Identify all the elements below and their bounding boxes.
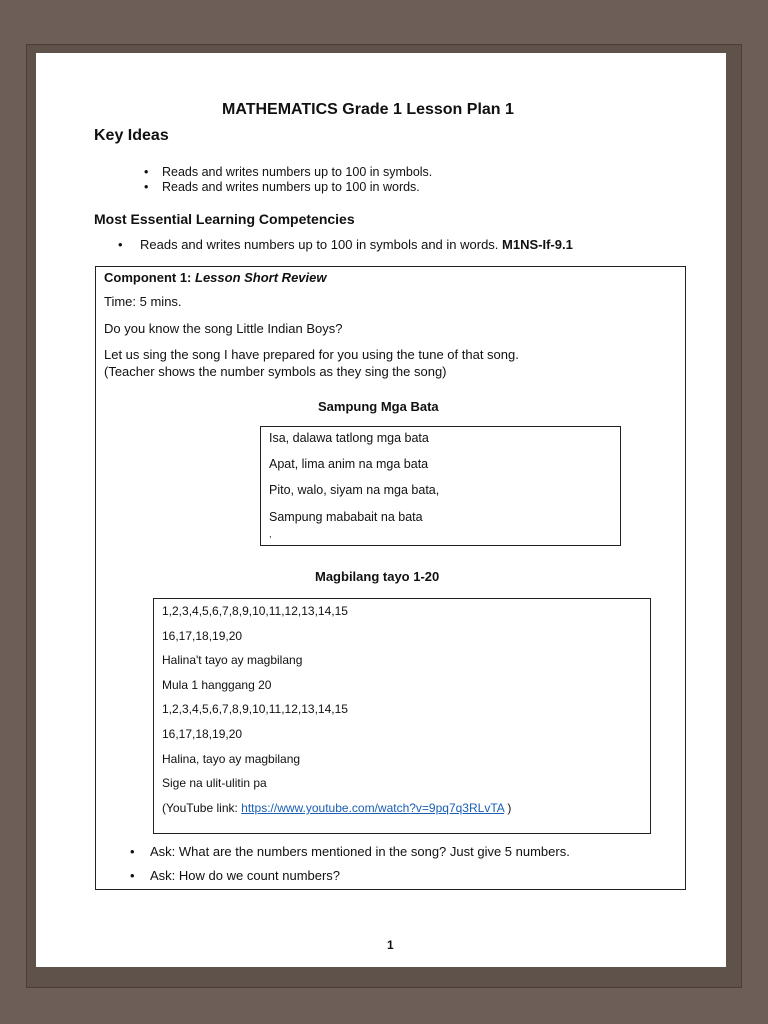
component-instruction: Let us sing the song I have prepared for you using the tune of that song. xyxy=(104,347,519,362)
page-title: MATHEMATICS Grade 1 Lesson Plan 1 xyxy=(222,101,514,118)
component-question: Do you know the song Little Indian Boys? xyxy=(104,321,343,336)
song1-lyrics-box xyxy=(260,426,621,546)
song1-line: Apat, lima anim na mga bata xyxy=(269,457,429,471)
document-page xyxy=(36,53,726,967)
youtube-link[interactable]: https://www.youtube.com/watch?v=9pq7q3RLvTA xyxy=(241,801,505,815)
component-label: Component 1: xyxy=(104,270,195,285)
component-box xyxy=(95,266,686,890)
component-title xyxy=(104,270,326,285)
song1-line: Pito, walo, siyam na mga bata, xyxy=(269,483,440,497)
song2-lyrics-box xyxy=(153,598,651,834)
song2-line: 1,2,3,4,5,6,7,8,9,10,11,12,13,14,15 xyxy=(162,604,348,618)
key-idea-item: • Reads and writes numbers up to 100 in words. xyxy=(162,180,420,194)
song1-title: Sampung Mga Bata xyxy=(318,399,439,414)
component-name: Lesson Short Review xyxy=(195,270,327,285)
song2-line: 16,17,18,19,20 xyxy=(162,629,243,643)
ask-item: • Ask: What are the numbers mentioned in the song? Just give 5 numbers. xyxy=(150,844,570,859)
component-time: Time: 5 mins. xyxy=(104,294,182,309)
melc-item xyxy=(140,237,573,252)
melc-code: M1NS-If-9.1 xyxy=(502,237,573,252)
song1-line: , xyxy=(269,529,272,539)
component-instruction-note: (Teacher shows the number symbols as they sing the song) xyxy=(104,364,447,379)
song1-line: Sampung mababait na bata xyxy=(269,510,423,524)
key-ideas-heading: Key Ideas xyxy=(94,127,169,144)
song2-line: 1,2,3,4,5,6,7,8,9,10,11,12,13,14,15 xyxy=(162,702,348,716)
song2-line: 16,17,18,19,20 xyxy=(162,727,243,741)
melc-text: Reads and writes numbers up to 100 in symbols and in words. xyxy=(140,237,503,252)
song1-line: Isa, dalawa tatlong mga bata xyxy=(269,431,429,445)
link-suffix: ) xyxy=(504,801,512,815)
song2-title: Magbilang tayo 1-20 xyxy=(315,569,440,584)
link-prefix: (YouTube link: xyxy=(162,801,242,815)
song2-youtube-line xyxy=(162,801,511,815)
song2-line: Sige na ulit-ulitin pa xyxy=(162,776,267,790)
song2-line: Halina, tayo ay magbilang xyxy=(162,752,301,766)
melc-heading: Most Essential Learning Competencies xyxy=(94,211,355,227)
song2-line: Mula 1 hanggang 20 xyxy=(162,678,272,692)
key-idea-item: • Reads and writes numbers up to 100 in symbols. xyxy=(162,165,432,179)
ask-item: • Ask: How do we count numbers? xyxy=(150,868,340,883)
song2-line: Halina't tayo ay magbilang xyxy=(162,653,303,667)
page-number: 1 xyxy=(387,938,394,952)
